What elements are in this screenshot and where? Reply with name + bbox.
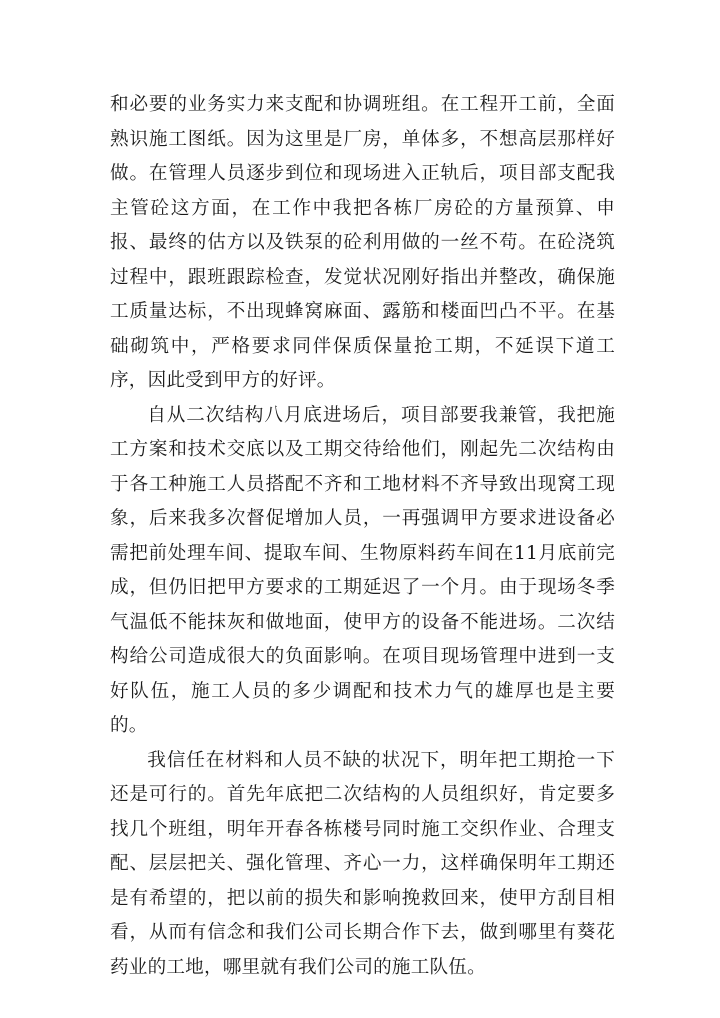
paragraph-1: 和必要的业务实力来支配和协调班组。在工程开工前，全面熟识施工图纸。因为这里是厂房，单体多，不想高层那样好做。在管理人员逐步到位和现场进入正轨后，项目部支配我主管砼这方面，在工作中我把各栋厂房砼的方量预算、申报、最终的估方以及铁泵的砼利用做的一丝不苟。在砼浇筑过程中，跟班跟踪检查，发觉状况刚好指出并整改，确保施工质量达标，不出现蜂窝麻面、露筋和楼面凹凸不平。在基础砌筑中，严格要求同伴保质保量抢工期，不延误下道工序，因此受到甲方的好评。 [110, 94, 615, 391]
document-body [110, 88, 615, 985]
paragraph-2: 自从二次结构八月底进场后，项目部要我兼管，我把施工方案和技术交底以及工期交待给他们，刚起先二次结构由于各工种施工人员搭配不齐和工地材料不齐导致出现窝工现象，后来我多次督促增加人员，一再强调甲方要求进设备必需把前处理车间、提取车间、生物原料药车间在11月底前完成，但仍旧把甲方要求的工期延迟了一个月。由于现场冬季气温低不能抹灰和做地面，使甲方的设备不能进场。二次结构给公司造成很大的负面影响。在项目现场管理中进到一支好队伍，施工人员的多少调配和技术力气的雄厚也是主要的。 [110, 404, 615, 736]
paragraph-3: 我信任在材料和人员不缺的状况下，明年把工期抢一下还是可行的。首先年底把二次结构的人员组织好，肯定要多找几个班组，明年开春各栋楼号同时施工交织作业、合理支配、层层把关、强化管理、齐心一力，这样确保明年工期还是有希望的，把以前的损失和影响挽救回来，使甲方刮目相看，从而有信念和我们公司长期合作下去，做到哪里有葵花药业的工地，哪里就有我们公司的施工队伍。 [110, 749, 615, 978]
